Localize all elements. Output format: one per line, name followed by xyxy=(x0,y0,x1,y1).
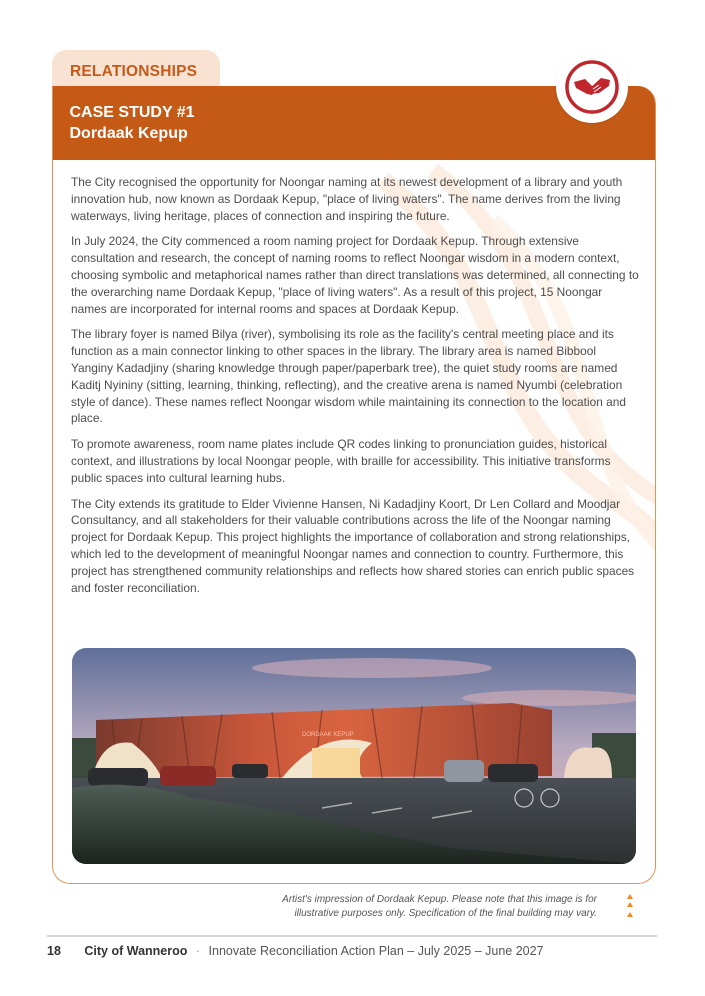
caption-line-1: Artist's impression of Dordaak Kepup. Please note that this image is for xyxy=(282,894,597,905)
page-number: 18 xyxy=(47,944,61,958)
caption-triangle-marks-icon xyxy=(625,892,635,922)
paragraph: The City extends its gratitude to Elder Vivienne Hansen, Ni Kadadjiny Koort, Dr Len Collard and Moodjar Consultancy, and all stakeholders for their valuable contributions across the life of the Noongar naming project for Dordaak Kepup. This project highlights the importance of collaboration and strong relationships, which led to the development of meaningful Noongar names and connection to country. Furthermore, this project has strengthened community relationships and reflects how shared stories can enrich public spaces and foster reconciliation. xyxy=(71,496,635,595)
building-signage: DORDAAK KEPUP xyxy=(302,732,354,738)
case-study-panel xyxy=(52,86,656,884)
paragraph: The library foyer is named Bilya (river), symbolising its role as the facility's central meeting place and its function as a main connector linking to other spaces in the library. The library area is named Bibbool Yanginy Kadadjiny (sharing knowledge through paper/paperbark tree), the quiet study rooms are named Kaditj Nyininy (sitting, learning, thinking, reflecting), and the creative arena is named Nyumbi (celebration style of dance). These names reflect Noongar wisdom while maintaining its connection to the location and place. xyxy=(71,327,626,426)
caption-line-2: illustrative purposes only. Specification of the final building may vary. xyxy=(294,908,597,919)
case-study-title: CASE STUDY #1 xyxy=(69,104,195,121)
section-tab-label: RELATIONSHIPS xyxy=(70,63,198,80)
paragraph: The City recognised the opportunity for Noongar naming at its newest development of a library and youth innovation hub, now known as Dordaak Kepup, "place of living waters". The name derives from the living waterways, living heritage, places of connection and inspiring the future. xyxy=(71,175,623,223)
page-footer xyxy=(47,944,544,958)
building-render-illustration xyxy=(72,648,636,864)
document-title: Innovate Reconciliation Action Plan – July 2025 – June 2027 xyxy=(208,944,544,958)
paragraph: In July 2024, the City commenced a room naming project for Dordaak Kepup. Through extensive consultation and research, the concept of naming rooms to reflect Noongar wisdom in a modern context, choosing symbolic and metaphorical names rather than direct translations was determined, all connecting to the overarching name Dordaak Kepup, "place of living waters". As a result of this project, 15 Noongar names are incorporated for internal rooms and spaces at Dordaak Kepup. xyxy=(71,234,639,316)
paragraph: To promote awareness, room name plates include QR codes linking to pronunciation guides, historical context, and illustrations by local Noongar people, with braille for accessibility. This initiative transforms public spaces into cultural learning hubs. xyxy=(71,437,611,485)
relationships-badge xyxy=(556,51,628,123)
footer-divider xyxy=(47,935,657,937)
building-render-image xyxy=(72,648,636,864)
image-caption xyxy=(237,893,597,921)
case-study-body xyxy=(71,174,641,605)
organisation-name: City of Wanneroo xyxy=(84,944,188,958)
section-tab xyxy=(52,50,220,90)
handshake-icon xyxy=(563,58,621,116)
footer-separator: · xyxy=(195,944,201,958)
case-study-subtitle: Dordaak Kepup xyxy=(69,125,188,142)
